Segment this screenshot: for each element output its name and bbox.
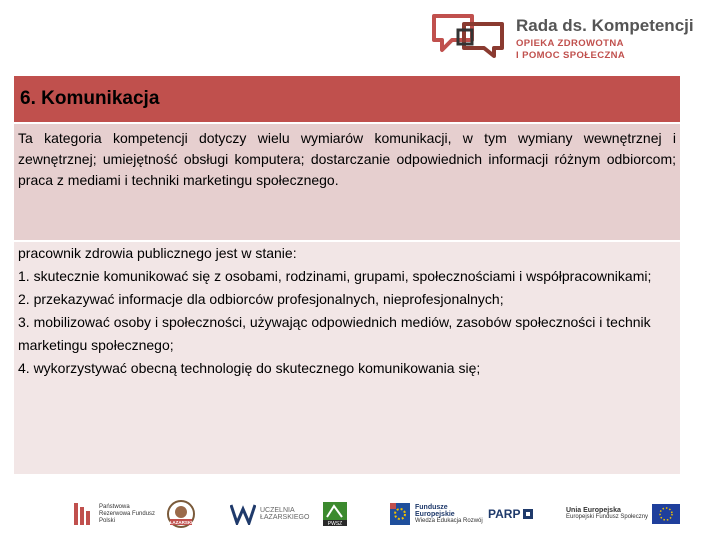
fe-line1: Fundusze: [415, 503, 448, 511]
logo-subtitle-2: I POMOC SPOŁECZNA: [516, 50, 626, 61]
competency-list: [14, 242, 680, 474]
list-item: 1. skutecznie komunikować się z osobami, rodzinami, grupami, społecznościami i współpracownikami;: [18, 268, 652, 284]
uczelnia-line2: ŁAZARSKIEGO: [260, 514, 310, 521]
eu-flag-icon: [652, 504, 680, 524]
list-item: 2. przekazywać informacje dla odbiorców profesjonalnych, nieprofesjonalnych;: [18, 291, 504, 307]
fe-mark-icon: [388, 501, 412, 527]
parp-mark-icon: [522, 507, 534, 521]
fe-line2: Europejskie: [415, 510, 455, 518]
prfp-logo: [72, 500, 155, 528]
speech-bubbles-icon: [428, 10, 512, 58]
list-intro: pracownik zdrowia publicznego jest w stanie:: [18, 245, 297, 261]
prfp-mark-icon: [72, 501, 96, 527]
category-heading: 6. Komunikacja: [14, 76, 680, 124]
sponsor-logos: [0, 496, 720, 536]
svg-text:ŁAZARSKI: ŁAZARSKI: [169, 520, 193, 525]
svg-text:PWSZ: PWSZ: [327, 521, 343, 527]
seal-icon: [166, 499, 196, 529]
fundusze-europejskie-logo: [388, 500, 483, 528]
prfp-line1: Państwowa: [99, 503, 130, 510]
list-item: 3. mobilizować osoby i społeczności, używając odpowiednich mediów, zasobów społeczności i technik marketingu społecznego;: [18, 314, 651, 353]
pwsz-mark-icon: [322, 501, 348, 527]
lazarski-seal-logo: [166, 500, 196, 528]
list-item: 4. wykorzystywać obecną technologię do skutecznego komunikowania się;: [18, 360, 481, 376]
parp-logo: [488, 500, 534, 528]
ue-line2: Europejski Fundusz Społeczny: [566, 514, 649, 520]
category-description: Ta kategoria kompetencji dotyczy wielu wymiarów komunikacji, w tym wymiany wewnętrznej i zewnętrznej; umiejętność obsługi komputera; dostarczanie odpowiednich informacji różnym odbiorcom; praca z mediami i techniki marketingu społecznego.: [14, 124, 680, 242]
unia-europejska-logo: [566, 500, 680, 528]
fe-line3: Wiedza Edukacja Rozwój: [415, 517, 483, 524]
parp-label: PARP: [488, 507, 521, 521]
uczelnia-line1: UCZELNIA: [260, 507, 295, 514]
prfp-line2: Rezerwowa Fundusz: [99, 510, 156, 517]
w-mark-icon: [230, 503, 256, 525]
pwsz-logo: [322, 500, 348, 528]
prfp-line3: Polski: [99, 517, 116, 524]
logo-subtitle-1: OPIEKA ZDROWOTNA: [516, 38, 624, 49]
rada-kompetencji-logo: [428, 10, 708, 61]
competency-table: [14, 76, 680, 474]
ue-line1: Unia Europejska: [566, 507, 621, 514]
uczelnia-lazarskiego-logo: [230, 500, 309, 528]
logo-title: Rada ds. Kompetencji: [516, 16, 694, 35]
